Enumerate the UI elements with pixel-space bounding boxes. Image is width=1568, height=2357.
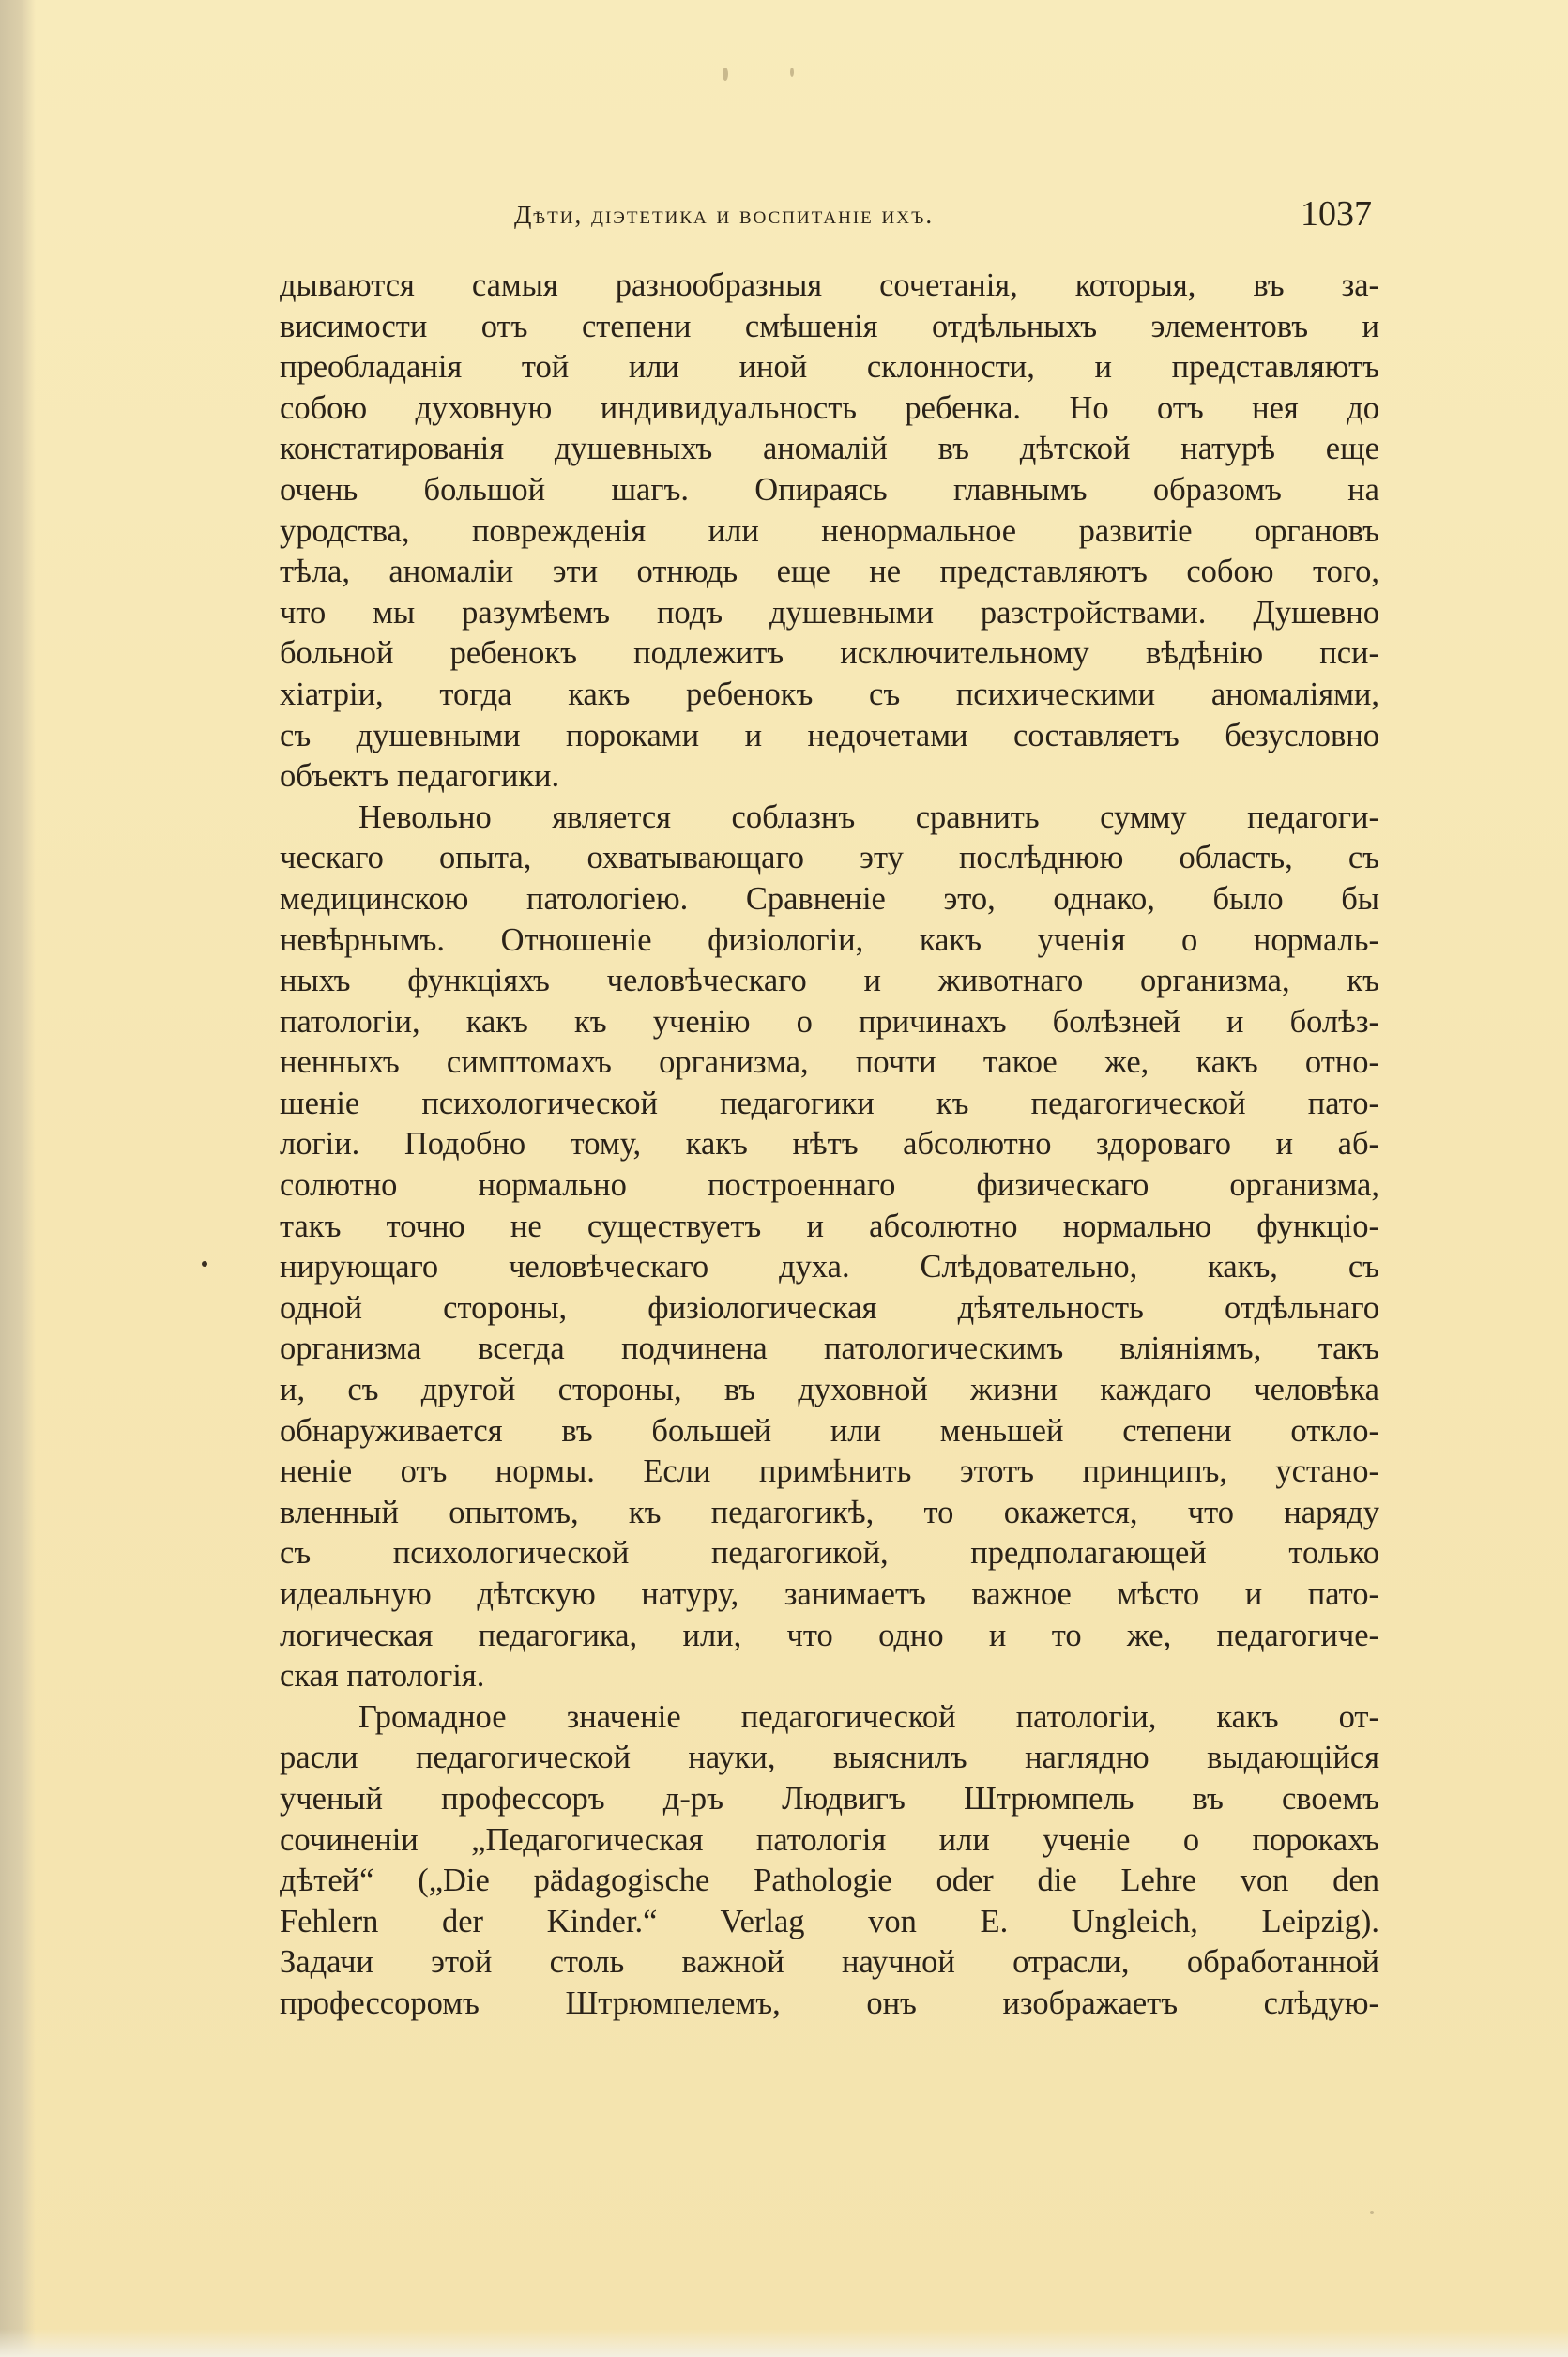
text-line: Громадное значеніе педагогической патологіи, какъ от- <box>358 1698 1379 1735</box>
text-line: объектъ педагогики. <box>280 758 560 795</box>
text-line: Задачи этой столь важной научной отрасли, обработанной <box>280 1944 1379 1981</box>
text-line: ская патологія. <box>280 1658 485 1695</box>
text-line: одной стороны, физіологическая дѣятельность отдѣльнаго <box>280 1289 1379 1326</box>
text-line: Невольно является соблазнъ сравнить сумму педагоги- <box>358 798 1379 835</box>
text-line: Fehlern der Kinder.“ Verlag von E. Ungleich, Leipzig). <box>280 1903 1379 1939</box>
text-line: висимости отъ степени смѣшенія отдѣльныхъ элементовъ и <box>280 308 1379 344</box>
text-line: сочиненіи „Педагогическая патологія или ученіе о порокахъ <box>280 1821 1379 1858</box>
paper-speck <box>723 68 728 81</box>
text-line: ученый профессоръ д-ръ Людвигъ Штрюмпель въ своемъ <box>280 1780 1379 1817</box>
text-line: что мы разумѣемъ подъ душевными разстройствами. Душевно <box>280 594 1379 631</box>
text-line: расли педагогической науки, выяснилъ наглядно выдающійся <box>280 1740 1379 1776</box>
text-line: съ душевными пороками и недочетами составляетъ безусловно <box>280 717 1379 753</box>
running-title: Дѣти, діэтетика и воспитаніе ихъ. <box>514 201 935 229</box>
text-line: идеальную дѣтскую натуру, занимаетъ важное мѣсто и пато- <box>280 1576 1379 1612</box>
text-line: ческаго опыта, охватывающаго эту послѣднюю область, съ <box>280 840 1379 876</box>
text-line: невѣрнымъ. Отношеніе физіологіи, какъ ученія о нормаль- <box>280 921 1379 958</box>
paragraph-2 <box>280 798 1379 1697</box>
text-line: ныхъ функціяхъ человѣческаго и животнаго организма, къ <box>280 963 1379 999</box>
text-line: ненныхъ симптомахъ организма, почти такое же, какъ отно- <box>280 1044 1379 1081</box>
page-header <box>282 188 1379 244</box>
text-line: констатированія душевныхъ аномалій въ дѣтской натурѣ еще <box>280 431 1379 467</box>
text-line: солютно нормально построеннаго физическаго организма, <box>280 1167 1379 1204</box>
text-line: вленный опытомъ, къ педагогикѣ, то окажется, что наряду <box>280 1494 1379 1530</box>
text-line: обнаруживается въ большей или меньшей степени откло- <box>280 1412 1379 1449</box>
page-bottom-edge <box>0 2329 1568 2357</box>
text-line: логическая педагогика, или, что одно и то же, педагогиче- <box>280 1617 1379 1653</box>
text-line: дѣтей“ („Die pädagogische Pathologie oder die Lehre von den <box>280 1863 1379 1899</box>
text-line: уродства, поврежденія или ненормальное развитіе органовъ <box>280 512 1379 549</box>
text-line: тѣла, аномаліи эти отнюдь еще не представляютъ собою того, <box>280 554 1379 590</box>
page-left-edge <box>0 0 36 2357</box>
text-line: шеніе психологической педагогики къ педагогической пато- <box>280 1085 1379 1121</box>
text-line: профессоромъ Штрюмпелемъ, онъ изображаетъ слѣдую- <box>280 1984 1379 2021</box>
text-line: собою духовную индивидуальность ребенка. Но отъ нея до <box>280 389 1379 426</box>
text-line: организма всегда подчинена патологическимъ вліяніямъ, такъ <box>280 1331 1379 1367</box>
page-number: 1037 <box>1301 194 1372 234</box>
paper-speck <box>790 68 794 77</box>
paper-speck <box>202 1261 207 1267</box>
text-line: дываются самыя разнообразныя сочетанія, которыя, въ за- <box>280 267 1379 303</box>
text-line: очень большой шагъ. Опираясь главнымъ образомъ на <box>280 471 1379 508</box>
text-line: преобладанія той или иной склонности, и представляютъ <box>280 349 1379 386</box>
paragraph-3 <box>280 1697 1379 2025</box>
text-line: неніе отъ нормы. Если примѣнить этотъ принципъ, устано- <box>280 1453 1379 1490</box>
text-line: хіатріи, тогда какъ ребенокъ съ психическими аномаліями, <box>280 676 1379 712</box>
body-text <box>280 266 1379 2025</box>
text-line: логіи. Подобно тому, какъ нѣтъ абсолютно здороваго и аб- <box>280 1126 1379 1163</box>
text-line: патологіи, какъ къ ученію о причинахъ болѣзней и болѣз- <box>280 1003 1379 1040</box>
text-line: съ психологической педагогикой, предполагающей только <box>280 1535 1379 1572</box>
text-line: медицинскою патологіею. Сравненіе это, однако, было бы <box>280 880 1379 917</box>
text-line: такъ точно не существуетъ и абсолютно нормально функціо- <box>280 1208 1379 1244</box>
text-line: больной ребенокъ подлежитъ исключительному вѣдѣнію пси- <box>280 635 1379 672</box>
text-line: нирующаго человѣческаго духа. Слѣдовательно, какъ, съ <box>280 1249 1379 1285</box>
text-line: и, съ другой стороны, въ духовной жизни каждаго человѣка <box>280 1372 1379 1408</box>
paper-speck <box>1370 2211 1374 2214</box>
paragraph-1 <box>280 266 1379 798</box>
